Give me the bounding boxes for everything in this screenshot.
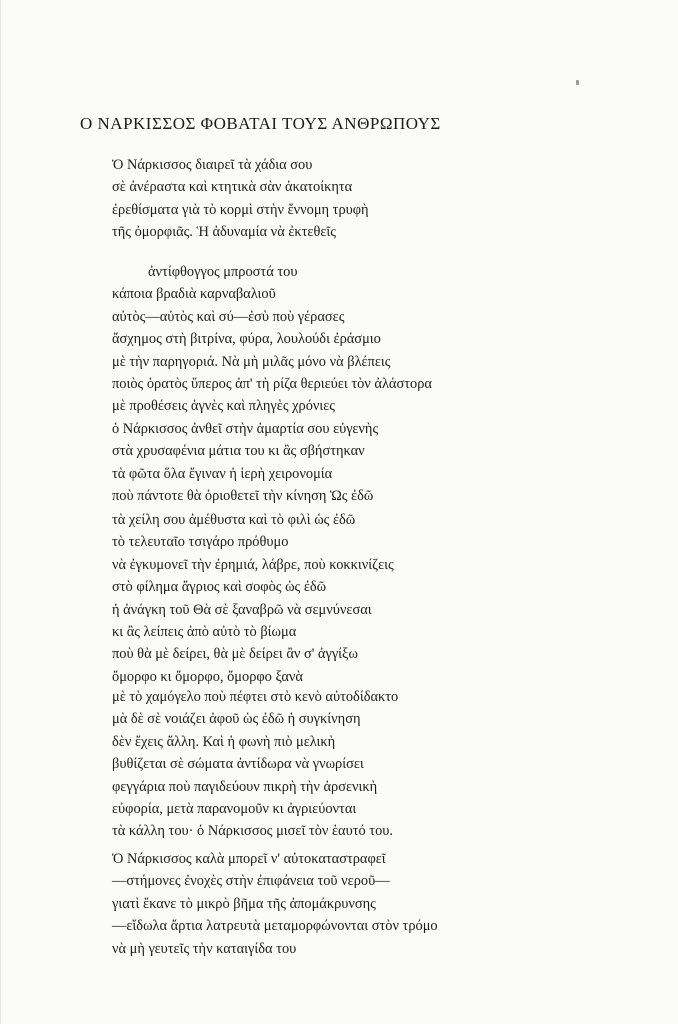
poem-line: αὐτὸς—αὐτὸς καὶ σύ—ἐσὺ ποὺ γέρασες	[112, 308, 345, 325]
poem-line: —εἴδωλα ἄρτια λατρευτὰ μεταμορφώνονται στὸν τρόμο	[112, 918, 438, 935]
poem-line: μὰ δὲ σὲ νοιάζει ἀφοῦ ὡς ἐδῶ ἡ συγκίνηση	[112, 711, 361, 728]
poem-title: Ο ΝΑΡΚΙΣΣΟΣ ΦΟΒΑΤΑΙ ΤΟΥΣ ΑΝΘΡΩΠΟΥΣ	[80, 114, 441, 133]
poem-line: εὐφορία, μετὰ παρανομοῦν κι ἀγριεύονται	[112, 801, 357, 817]
poem-line: Ὁ Νάρκισσος καλὰ μπορεῖ ν' αὐτοκαταστραφεῖ	[112, 851, 386, 867]
poem-line: νὰ ἐγκυμονεῖ τὴν ἐρημιά, λάβρε, ποὺ κοκκινίζεις	[112, 556, 394, 573]
poem-line: ἄσχημος στὴ βιτρίνα, φύρα, λουλούδι ἐράσμιο	[112, 331, 381, 348]
poem-line: τὸ τελευταῖο τσιγάρο πρόθυμο	[112, 534, 289, 551]
poem-line: μὲ προθέσεις ἁγνὲς καὶ πληγὲς χρόνιες	[112, 398, 336, 415]
poem-line: κάποια βραδιὰ καρναβαλιοῦ	[112, 286, 276, 303]
poem-line: Ὁ Νάρκισσος διαιρεῖ τὰ χάδια σου	[112, 157, 313, 173]
poem-line: τὰ φῶτα ὅλα ἔγιναν ἡ ἱερὴ χειρονομία	[112, 465, 333, 482]
poem-line: βυθίζεται σὲ σώματα ἀντίδωρα νὰ γνωρίσει	[112, 756, 364, 773]
poem-line: ἡ ἀνάγκη τοῦ Θὰ σὲ ξαναβρῶ νὰ σεμνύνεσαι	[112, 601, 372, 618]
poem-line: στὸ φίλημα ἄγριος καὶ σοφὸς ὡς ἐδῶ	[112, 579, 327, 596]
poem-line: δὲν ἔχεις ἄλλη. Καὶ ἡ φωνὴ πιὸ μελικὴ	[112, 733, 336, 750]
poem-line: —στήμονες ἐνοχὲς στὴν ἐπιφάνεια τοῦ νεροῦ—	[112, 873, 390, 890]
poem-line: ἐρεθίσματα γιὰ τὸ κορμὶ στὴν ἔννομη τρυφὴ	[112, 201, 369, 218]
poem-line: ποὺ θὰ μὲ δείρει, θὰ μὲ δείρει ἂν σ' ἀγγίξω	[112, 646, 358, 663]
poem-line: ποὺ πάντοτε θὰ ὁριοθετεῖ τὴν κίνηση Ὡς ἐδῶ	[112, 488, 374, 504]
poem-line: τὰ χείλη σου ἀμέθυστα καὶ τὸ φιλὶ ὡς ἐδῶ	[112, 512, 356, 528]
poem-line: μὲ τὴν παρηγοριά. Νὰ μὴ μιλᾶς μόνο νὰ βλέπεις	[112, 353, 391, 370]
poem-line: μὲ τὸ χαμόγελο ποὺ πέφτει στὸ κενὸ αὐτοδίδακτο	[112, 689, 399, 705]
poem-line: κι ἂς λείπεις ἀπὸ αὐτὸ τὸ βίωμα	[112, 624, 297, 640]
poem-line: στὰ χρυσαφένια μάτια του κι ἂς σβήστηκαν	[112, 443, 365, 460]
poem-line: ἀντίφθογγος μπροστά του	[148, 264, 298, 280]
page-edge	[0, 0, 1, 1024]
poem-line: ὁ Νάρκισσος ἀνθεῖ στὴν ἁμαρτία σου εὐγενὴς	[112, 420, 379, 437]
poem-line: νὰ μὴ γευτεῖς τὴν καταιγίδα του	[112, 940, 297, 957]
poem-line: σὲ ἀνέραστα καὶ κτητικὰ σὰν ἀκατοίκητα	[112, 179, 353, 196]
poem-line: τὰ κάλλη του· ὁ Νάρκισσος μισεῖ τὸν ἑαυτό του.	[112, 823, 393, 840]
poem-line: ποιὸς ὁρατὸς ὕπερος ἀπ' τὴ ρίζα θεριεύει τὸν ἀλάστορα	[112, 376, 432, 392]
poem-line: ὄμορφο κι ὄμορφο, ὄμορφο ξανὰ	[112, 668, 303, 685]
poem-line: τῆς ὀμορφιᾶς. Ἡ ἀδυναμία νὰ ἐκτεθεῖς	[112, 224, 336, 241]
ink-speck	[576, 80, 579, 85]
poem-line: γιατὶ ἔκανε τὸ μικρὸ βῆμα τῆς ἀπομάκρυνσης	[112, 895, 376, 912]
poem-line: φεγγάρια ποὺ παγιδεύουν πικρὴ τὴν ἀρσενικὴ	[112, 778, 378, 795]
